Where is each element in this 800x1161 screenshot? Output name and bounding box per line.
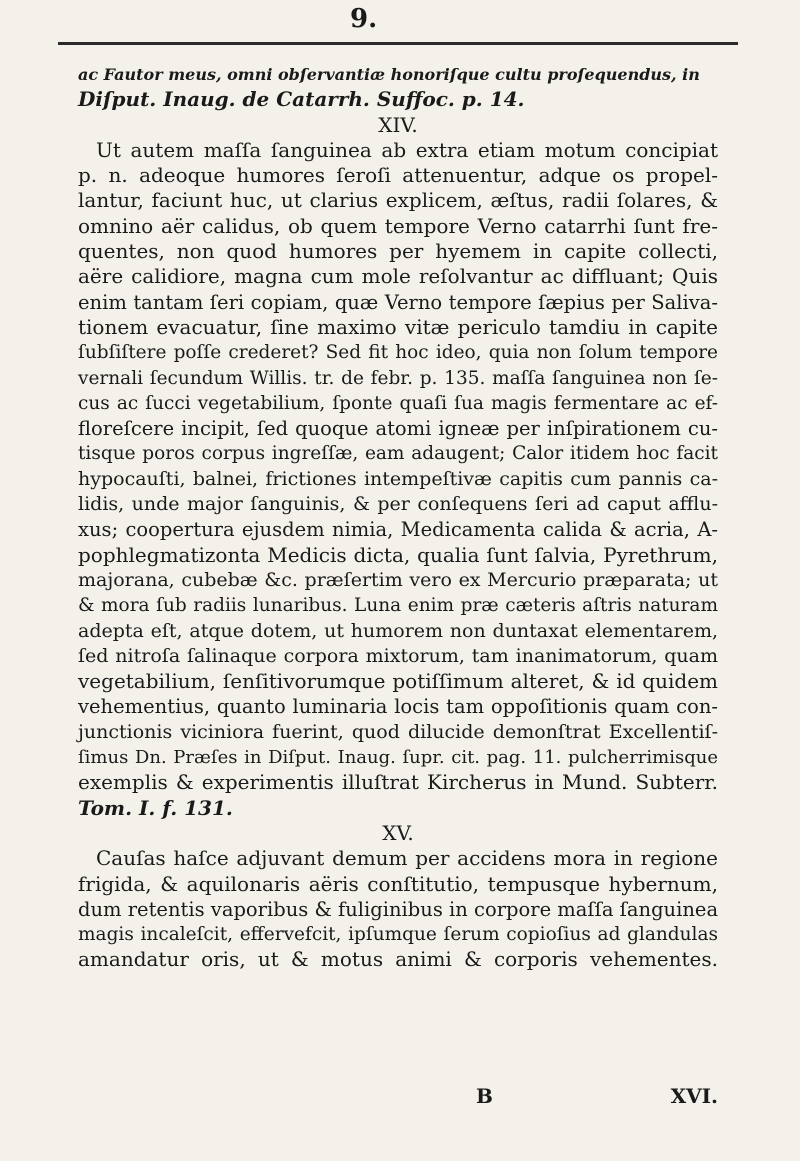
text-line: junctionis viciniora fuerint, quod dilucide demonſtrat Excellentiſ- <box>78 720 718 743</box>
text-line: dum retentis vaporibus & fuliginibus in corpore maſſa ſanguinea <box>78 897 719 921</box>
text-line: vehementius, quanto luminaria locis tam oppoſitionis quam con- <box>78 695 718 719</box>
text-line: omnino aër calidus, ob quem tempore Verno catarrhi ſunt fre- <box>78 213 718 238</box>
page-number: 9. <box>350 4 378 34</box>
page-footer <box>78 1084 718 1110</box>
text-line: lantur, faciunt huc, ut clarius explicem, æſtus, radii ſolares, & <box>78 188 718 213</box>
text-line: hypocauſti, balnei, frictiones intempeſtivæ capitis cum pannis ca- <box>78 467 718 490</box>
text-line: p. n. adeoque humores ſeroſi attenuentur, adque os propel- <box>78 163 718 188</box>
section-heading-xiv: XIV. <box>378 112 418 137</box>
text-line: enim tantam ſeri copiam, quæ Verno tempore ſæpius per Saliva- <box>78 290 718 314</box>
text-line: ac Fautor meus, omni obſervantiæ honoriſque cultu proſequendus, in <box>78 65 700 84</box>
text-line: vegetabilium, ſenſitivorumque potiſſimum alteret, & id quidem <box>78 669 718 694</box>
text-line: cus ac ſucci vegetabilium, ſponte quaſi ſua magis fermentare ac ef- <box>78 392 718 414</box>
text-line: pophlegmatizonta Medicis dicta, qualia ſunt ſalvia, Pyrethrum, <box>78 542 718 567</box>
body-text <box>78 62 718 973</box>
text-line: amandatur oris, ut & motus animi & corporis vehementes. <box>78 947 718 972</box>
text-line: Ut autem maſſa ſanguinea ab extra etiam motum concipiat <box>96 137 718 162</box>
text-line: floreſcere incipit, ſed quoque atomi igneæ per inſpirationem cu- <box>78 417 718 441</box>
text-line: magis incaleſcit, effervefcit, ipſumque ſerum copioſius ad glandulas <box>78 924 718 946</box>
text-line: lidis, unde major ſanguinis, & per conſequens ſeri ad caput afflu- <box>78 493 718 516</box>
text-line: tisque poros corpus ingreſſæ, eam adaugent; Calor itidem hoc facit <box>78 443 718 465</box>
text-line: & mora ſub radiis lunaribus. Luna enim præ cæteris aſtris naturam <box>78 595 718 617</box>
text-line: ſed nitroſa ſalinaque corpora mixtorum, tam inanimatorum, quam <box>78 644 718 667</box>
text-line: ſubſiſtere poſſe crederet? Sed fit hoc ideo, quia non ſolum tempore <box>78 342 718 364</box>
text-line: frigida, & aquilonaris aëris conſtitutio, tempusque hybernum, <box>78 871 718 896</box>
text-line: aëre calidiore, magna cum mole reſolvantur ac diffluant; Quis <box>78 264 718 289</box>
text-line: vernali ſecundum Willis. tr. de febr. p. 135. maſſa ſanguinea non ſe- <box>78 367 718 389</box>
text-line: adepta eſt, atque dotem, ut humorem non duntaxat elementarem, <box>78 619 718 642</box>
header-rule <box>58 42 738 45</box>
text-line: Cauſas haſce adjuvant demum per accidens mora in regione <box>96 846 718 871</box>
text-line: tionem evacuatur, ſine maximo vitæ periculo tamdiu in capite <box>78 314 718 339</box>
text-line: Diſput. Inaug. de Catarrh. Suffoc. p. 14. <box>78 87 525 112</box>
text-line: quentes, non quod humores per hyemem in capite collecti, <box>78 239 718 264</box>
text-line: ſimus Dn. Præſes in Diſput. Inaug. ſupr. cit. pag. 11. pulcherrimisque <box>78 747 718 769</box>
catchword: XVI. <box>670 1084 718 1108</box>
text-line: majorana, cubebæ &c. præſertim vero ex Mercurio præparata; ut <box>78 568 718 591</box>
text-line: xus; coopertura ejusdem nimia, Medicamenta calida & acria, A- <box>78 518 718 542</box>
signature-mark: B <box>476 1084 493 1108</box>
text-line: exemplis & experimentis illuſtrat Kircherus in Mund. Subterr. <box>78 770 718 795</box>
text-line: Tom. I. f. 131. <box>78 795 233 820</box>
section-heading-xv: XV. <box>382 820 414 845</box>
